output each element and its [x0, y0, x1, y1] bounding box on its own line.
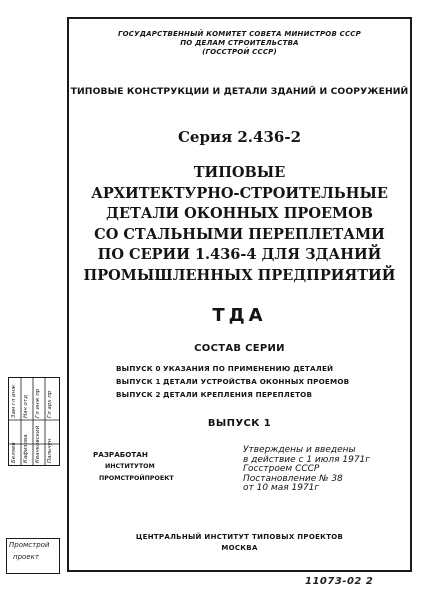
org-header — [67, 30, 412, 57]
approval-line-5: от 10 мая 1971г — [243, 483, 320, 493]
stamp-name-1: Кафизова — [23, 434, 29, 463]
archive-code: 11073-02 2 — [305, 576, 374, 587]
publisher-line-1: ЦЕНТРАЛЬНЫЙ ИНСТИТУТ ТИПОВЫХ ПРОЕКТОВ — [135, 533, 344, 541]
approval-line-2: в действие с 1 июля 1971г — [243, 454, 370, 465]
signature-stamp — [8, 377, 60, 466]
composition-item-0-text: УКАЗАНИЯ ПО ПРИМЕНЕНИЮ ДЕТАЛЕЙ — [163, 364, 334, 373]
org-line-2: ПО ДЕЛАМ СТРОИТЕЛЬСТВА — [180, 39, 299, 47]
title-line-2: АРХИТЕКТУРНО-СТРОИТЕЛЬНЫЕ — [91, 184, 388, 202]
title-line-4: СО СТАЛЬНЫМИ ПЕРЕПЛЕТАМИ — [94, 225, 385, 243]
stamp-name-2: Квачковский — [35, 425, 41, 463]
title-line-3: ДЕТАЛИ ОКОННЫХ ПРОЕМОВ — [106, 205, 373, 222]
approval-line-1: Утверждены и введены — [243, 445, 356, 455]
collection-subtitle: ТИПОВЫЕ КОНСТРУКЦИИ И ДЕТАЛИ ЗДАНИЙ И СООРУЖЕНИЙ — [70, 86, 409, 97]
composition-item-0-num: ВЫПУСК 0 — [116, 364, 161, 373]
corner-stamp-line-2: проект — [13, 553, 39, 561]
developer-block — [93, 449, 174, 485]
developer-line-3: ПРОМСТРОЙПРОЕКТ — [99, 475, 174, 482]
publisher-block — [67, 532, 412, 554]
document-title — [67, 163, 412, 286]
title-line-5: ПО СЕРИИ 1.436-4 ДЛЯ ЗДАНИЙ — [97, 246, 382, 263]
approval-block — [243, 446, 370, 494]
stamp-name-3: Пальчун — [47, 438, 53, 463]
org-line-3: (ГОССТРОЙ СССР) — [202, 48, 277, 56]
developer-line-1: РАЗРАБОТАН — [93, 450, 148, 459]
series-code: ТДА — [212, 305, 267, 326]
stamp-name-0: Беляев — [11, 442, 17, 463]
approval-line-3: Госстроем СССР — [243, 464, 320, 474]
issue-number: ВЫПУСК 1 — [207, 418, 272, 429]
approval-line-4: Постановление № 38 — [243, 473, 343, 484]
developer-line-2: ИНСТИТУТОМ — [105, 463, 155, 470]
publisher-line-2: МОСКВА — [221, 544, 258, 552]
corner-stamp-line-1: Промстрой — [9, 541, 50, 549]
stamp-role-2: Гл инж пр — [35, 388, 41, 418]
stamp-role-1: Нач отд — [23, 395, 29, 418]
title-line-6: ПРОМЫШЛЕННЫХ ПРЕДПРИЯТИЙ — [83, 266, 396, 284]
composition-item-1-num: ВЫПУСК 1 — [116, 377, 161, 386]
composition-item-1-text: ДЕТАЛИ УСТРОЙСТВА ОКОННЫХ ПРОЕМОВ — [163, 377, 350, 386]
org-line-1: ГОСУДАРСТВЕННЫЙ КОМИТЕТ СОВЕТА МИНИСТРОВ СССР — [118, 30, 361, 38]
stamp-role-3: Гл арх пр — [47, 390, 53, 418]
series-number: Серия 2.436-2 — [177, 128, 302, 146]
title-line-1: ТИПОВЫЕ — [193, 164, 286, 181]
stamp-role-0: Зам гл инж — [11, 384, 17, 418]
composition-item-2-num: ВЫПУСК 2 — [116, 390, 161, 399]
composition-item-2-text: ДЕТАЛИ КРЕПЛЕНИЯ ПЕРЕПЛЕТОВ — [163, 390, 313, 399]
composition-heading: СОСТАВ СЕРИИ — [194, 343, 285, 354]
